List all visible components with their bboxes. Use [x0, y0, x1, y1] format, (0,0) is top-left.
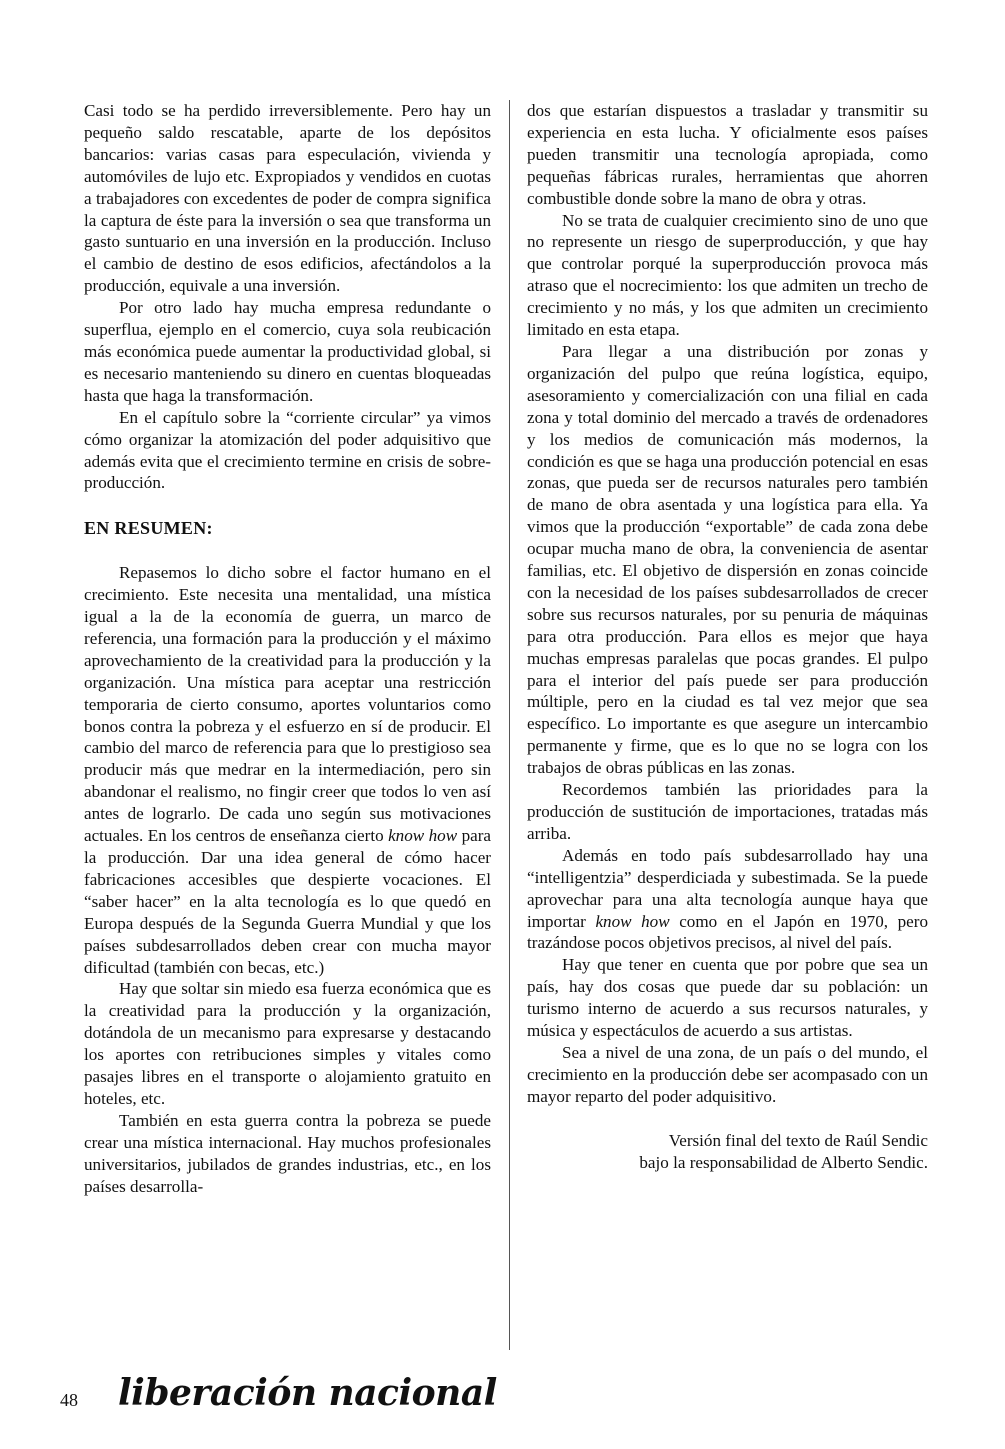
italic-term: know how: [595, 911, 670, 931]
paragraph: Casi todo se ha perdido irreversiblemente. Pero hay un pequeño saldo rescatable, aparte de los depósitos bancarios: varias casas para especulación, vivienda y automóviles de lujo etc. Expropiados y vendidos en cuotas a trabajadores con excedentes de poder de compra significa la captura de éste para la inversión o sea que transforma un gasto suntuario en una inversión en la producción. Incluso el cambio de destino de esos edificios, afectándolos a la producción, equivale a una inversión.: [84, 101, 491, 296]
text-run: para la producción. Dar una idea general de cómo hacer fabricaciones accesibles que despierte vocaciones. El “saber hacer” en la alta tecnología es lo que quedó en Europa después de la Segunda Guerra Mundial y que los países subdesarrollados deben crear con mucha mayor dificultad (también con becas, etc.): [84, 826, 492, 977]
paragraph: dos que estarían dispuestos a trasladar y transmitir su experiencia en esta lucha. Y oficialmente esos países pueden transmitir una tecnología apropiada, como pequeñas fábricas rurales, herramientas que ahorren combustible donde sobre la mano de obra y otras.: [527, 101, 928, 208]
paragraph: Recordemos también las prioridades para la producción de sustitución de importaciones, tratadas más arriba.: [527, 780, 928, 843]
text-run: Repasemos lo dicho sobre el factor humano en el crecimiento. Este necesita una mentalidad, una mística igual a la de la economía de guerra, un marco de referencia, una formación para la producción y el máximo aprovechamiento de la creatividad para la producción y la organización. Una mística para aceptar una restricción temporaria de cierto consumo, aportes voluntarios como bonos contra la pobreza y el esfuerzo en sí de producir. El cambio del marco de referencia para que lo prestigioso sea producir más que medrar en la intermediación, pero sin abandonar el realismo, no fingir creer que todos lo ven así antes de lograrlo. De cada uno según sus motivaciones actuales. En los centros de enseñanza cierto: [84, 563, 491, 846]
page-number: 48: [60, 1390, 78, 1410]
text-run: Además en todo país subdesarrollado hay una “intelligentzia” desperdiciada y subestimada. Se la puede aprovechar para una alta tecnología aunque haya que importar: [527, 845, 928, 931]
paragraph: Hay que soltar sin miedo esa fuerza económica que es la creatividad para la producción y la organización, dotándola de un mecanismo para expresarse y destacando los aportes con retribuciones simples y vitales como pasajes libres en el transporte o alojamiento gratuito en hoteles, etc.: [84, 979, 491, 1108]
paragraph: Por otro lado hay mucha empresa redundante o superflua, ejemplo en el comercio, cuya sola reubicación más económica puede aumentar la productividad global, si es necesario manteniendo su dinero en cuentas bloqueadas hasta que haga la transformación.: [84, 298, 491, 405]
masthead-logo: liberación nacional: [118, 1372, 497, 1414]
paragraph: En el capítulo sobre la “corriente circular” ya vimos cómo organizar la atomización del poder adquisitivo que además evita que el crecimiento termine en crisis de sobre-producción.: [84, 407, 491, 493]
paragraph: Hay que tener en cuenta que por pobre que sea un país, hay dos cosas que puede dar su población: un turismo interno de acuerdo a sus recursos naturales, y música y espectáculos de acuerdo a sus artistas.: [527, 955, 928, 1041]
paragraph: [527, 845, 928, 955]
left-column: [84, 100, 491, 1198]
right-column: [527, 100, 928, 1174]
author-credit: [527, 1130, 928, 1174]
credit-line: Versión final del texto de Raúl Sendic: [668, 1130, 928, 1150]
paragraph: Para llegar a una distribución por zonas y organización del pulpo que reúna logística, equipo, asesoramiento y comercialización con una filial en cada zona y total dominio del mercado a través de ordenadores y los medios de comunicación más modernos, la condición es que se haga una producción potencial en esas zonas, que pueda ser de recursos naturales pero también de mano de obra asentada y una logística para ella. Ya vimos que la producción “exportable” de cada zona debe ocupar mucha mano de obra, la conveniencia de asentar familias, etc. El objetivo de dispersión en zonas coincide con la necesidad de los países subdesarrollados de crecer sobre sus recursos naturales, por su penuria de máquinas para otra producción. Para ellos es mejor que haya muchas empresas paralelas que pocas grandes. El pulpo para el interior del país puede ser para producción múltiple, pero en la ciudad es tal vez mejor que sea específico. Lo importante es que asegure un intercambio permanente y firme, que es lo que no se logra con los trabajos de obras públicas en las zonas.: [527, 341, 928, 778]
italic-term: know how: [388, 826, 458, 846]
text-run: como en el Japón en 1970, pero trazándose pocos objetivos precisos, al nivel del país.: [527, 911, 928, 953]
credit-line: bajo la responsabilidad de Alberto Sendic.: [639, 1152, 928, 1172]
section-heading: EN RESUMEN:: [84, 518, 213, 539]
paragraph: También en esta guerra contra la pobreza se puede crear una mística internacional. Hay muchos profesionales universitarios, jubilados de grandes industrias, etc., en los países desarrolla-: [84, 1110, 491, 1196]
column-divider: [509, 100, 510, 1350]
paragraph: No se trata de cualquier crecimiento sino de uno que no represente un riesgo de superproducción, y que hay que controlar porqué la superproducción provoca más atraso que el nocrecimiento: los que admiten un trecho de crecimiento y no más, y los que admiten un crecimiento limitado en esta etapa.: [527, 210, 928, 340]
paragraph: Sea a nivel de una zona, de un país o del mundo, el crecimiento en la producción debe ser acompasado con un mayor reparto del poder adquisitivo.: [527, 1042, 928, 1106]
paragraph: [84, 562, 491, 978]
